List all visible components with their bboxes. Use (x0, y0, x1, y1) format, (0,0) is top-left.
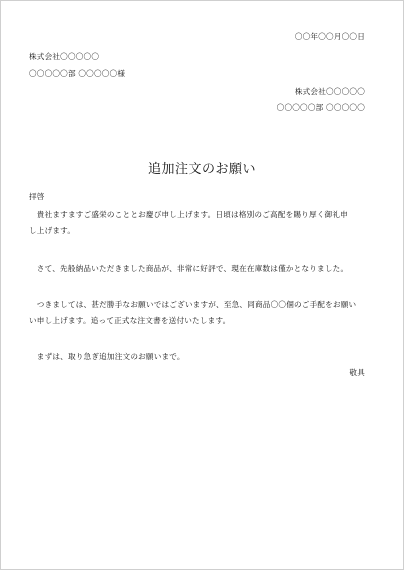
sender-company: 株式会社〇〇〇〇〇 (294, 87, 365, 96)
body-paragraph-1-line-2: し上げます。 (29, 226, 76, 235)
closing: 敬具 (349, 368, 365, 377)
letter-title: 追加注文のお願い (147, 162, 256, 177)
salutation: 拝啓 (29, 192, 45, 201)
body-paragraph-3-line-1: つきましては、甚だ勝手なお願いではございますが、至急、同商品〇〇個のご手配をお願い (29, 300, 357, 309)
recipient-person: 〇〇〇〇〇部 〇〇〇〇〇様 (29, 69, 126, 78)
recipient-company: 株式会社〇〇〇〇〇 (29, 52, 100, 61)
body-paragraph-2-line-1: さて、先般納品いただきました商品が、非常に好評で、現在在庫数は僅かとなりました。 (29, 264, 349, 273)
body-paragraph-4-line-1: まずは、取り急ぎ追加注文のお願いまで。 (29, 352, 185, 361)
body-paragraph-1-line-1: 貴社ますますご盛栄のこととお慶び申し上げます。日頃は格別のご高配を賜り厚く御礼申 (29, 210, 348, 219)
letter-date: 〇〇年〇〇月〇〇日 (294, 32, 365, 41)
body-paragraph-3-line-2: い申し上げます。追って正式な注文書を送付いたします。 (29, 316, 231, 325)
sender-person: 〇〇〇〇〇部 〇〇〇〇〇 (276, 103, 365, 112)
